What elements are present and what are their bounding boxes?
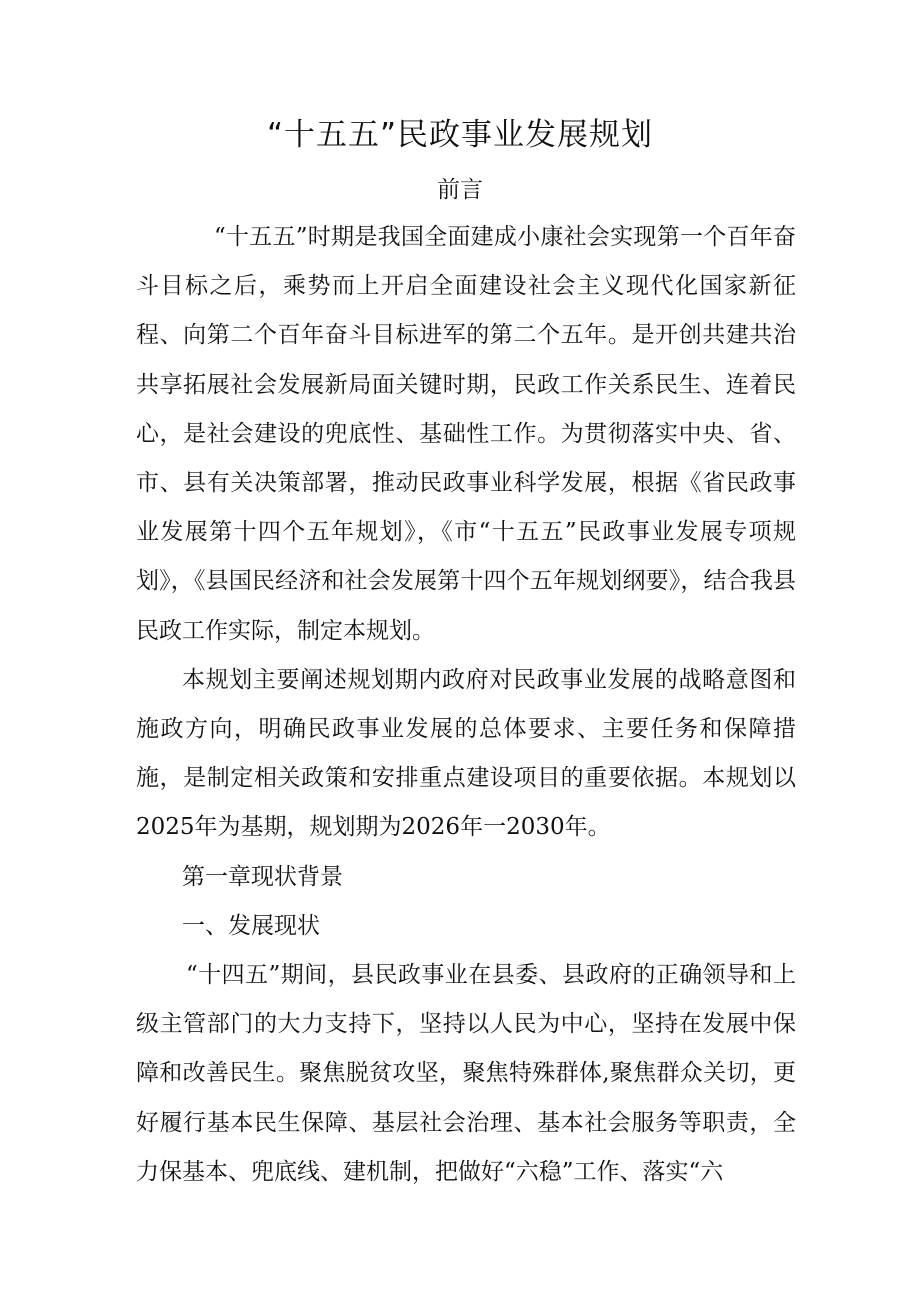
section-paragraph: “十四五”期间，县民政事业在县委、县政府的正确领导和上级主管部门的大力支持下，坚持以人民为中心，坚持在发展中保障和改善民生。聚焦脱贫攻坚，聚焦特殊群体,聚焦群众关切，更好履行基本民生保障、基层社会治理、基本社会服务等职责，全力保基本、兜底线、建机制，把做好“六稳”工作、落实“六: [136, 962, 796, 1185]
preface-paragraph-1: “十五五”时期是我国全面建成小康社会实现第一个百年奋斗目标之后，乘势而上开启全面建设社会主义现代化国家新征程、向第二个百年奋斗目标进军的第二个五年。是开创共建共治共享拓展社会发展新局面关键时期，民政工作关系民生、连着民心，是社会建设的兜底性、基础性工作。为贯彻落实中央、省、市、县有关决策部署，推动民政事业科学发展，根据《省民政事业发展第十四个五年规划》，《市“十五五”民政事业发展专项规划》，《县国民经济和社会发展第十四个五年规划纲要》，结合我县民政工作实际，制定本规划。: [136, 224, 796, 644]
document-title: “十五五”民政事业发展规划: [266, 117, 654, 153]
preface-paragraph-2: 本规划主要阐述规划期内政府对民政事业发展的战略意图和施政方向，明确民政事业发展的总体要求、主要任务和保障措施，是制定相关政策和安排重点建设项目的重要依据。本规划以2025年为基期，规划期为2026年一2030年。: [136, 666, 796, 841]
preface-heading: 前言: [437, 177, 483, 203]
document-body: [136, 213, 796, 1197]
section-heading: 一、发展现状: [182, 912, 320, 939]
chapter-heading: 第一章现状背景: [182, 863, 343, 890]
